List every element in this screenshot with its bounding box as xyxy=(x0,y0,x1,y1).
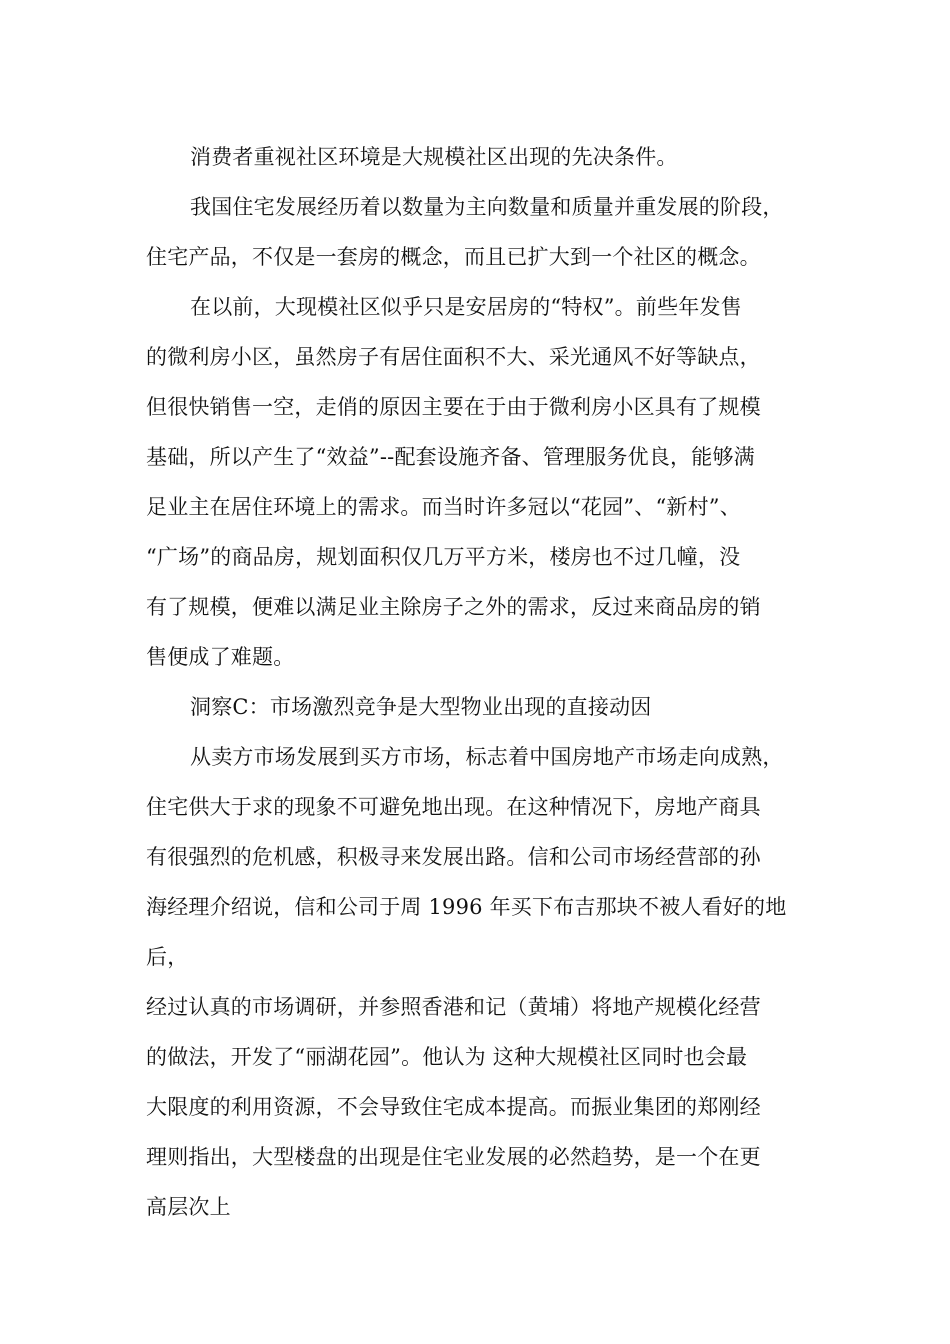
text-line: 从卖方市场发展到买方市场，标志着中国房地产市场走向成熟， xyxy=(190,745,784,769)
text-line: 足业主在居住环境上的需求。而当时许多冠以“花园”、“新村”、 xyxy=(146,495,741,519)
text-line: 的做法，开发了“丽湖花园”。他认为 这种大规模社区同时也会最 xyxy=(146,1045,748,1069)
text-line: 基础，所以产生了“效益”--配套设施齐备、管理服务优良，能够满 xyxy=(146,445,755,469)
text-line: 后， xyxy=(146,945,189,969)
text-line: 在以前，大现模社区似乎只是安居房的“特权”。前些年发售 xyxy=(190,295,742,319)
document-body xyxy=(146,132,826,1232)
text-line: 有了规模，便难以满足业主除房子之外的需求，反过来商品房的销 xyxy=(146,595,761,619)
text-line: 但很快销售一空，走俏的原因主要在于由于微利房小区具有了规模 xyxy=(146,395,761,419)
text-line: 高层次上 xyxy=(146,1195,231,1219)
text-line: 住宅供大于求的现象不可避免地出现。在这种情况下，房地产商具 xyxy=(146,795,761,819)
text-line: 的微利房小区，虽然房子有居住面积不大、采光通风不好等缺点， xyxy=(146,345,761,369)
text-line: 我国住宅发展经历着以数量为主向数量和质量并重发展的阶段， xyxy=(190,195,784,219)
text-line: 大限度的利用资源，不会导致住宅成本提高。而振业集团的郑刚经 xyxy=(146,1095,761,1119)
text-line: 售便成了难题。 xyxy=(146,645,295,669)
text-line: 消费者重视社区环境是大规模社区出现的先决条件。 xyxy=(190,145,678,169)
text-line: 理则指出，大型楼盘的出现是住宅业发展的必然趋势，是一个在更 xyxy=(146,1145,761,1169)
section-heading: 洞察C：市场激烈竞争是大型物业出现的直接动因 xyxy=(190,695,652,719)
text-line: 海经理介绍说，信和公司于周 1996 年买下布吉那块不被人看好的地 xyxy=(146,895,787,919)
text-line: “广场”的商品房，规划面积仅几万平方米，楼房也不过几幢，没 xyxy=(146,545,741,569)
text-line: 住宅产品，不仅是一套房的概念，而且已扩大到一个社区的概念。 xyxy=(146,245,761,269)
text-line: 经过认真的市场调研，并参照香港和记（黄埔）将地产规模化经营 xyxy=(146,995,761,1019)
text-line: 有很强烈的危机感，积极寻来发展出路。信和公司市场经营部的孙 xyxy=(146,845,761,869)
